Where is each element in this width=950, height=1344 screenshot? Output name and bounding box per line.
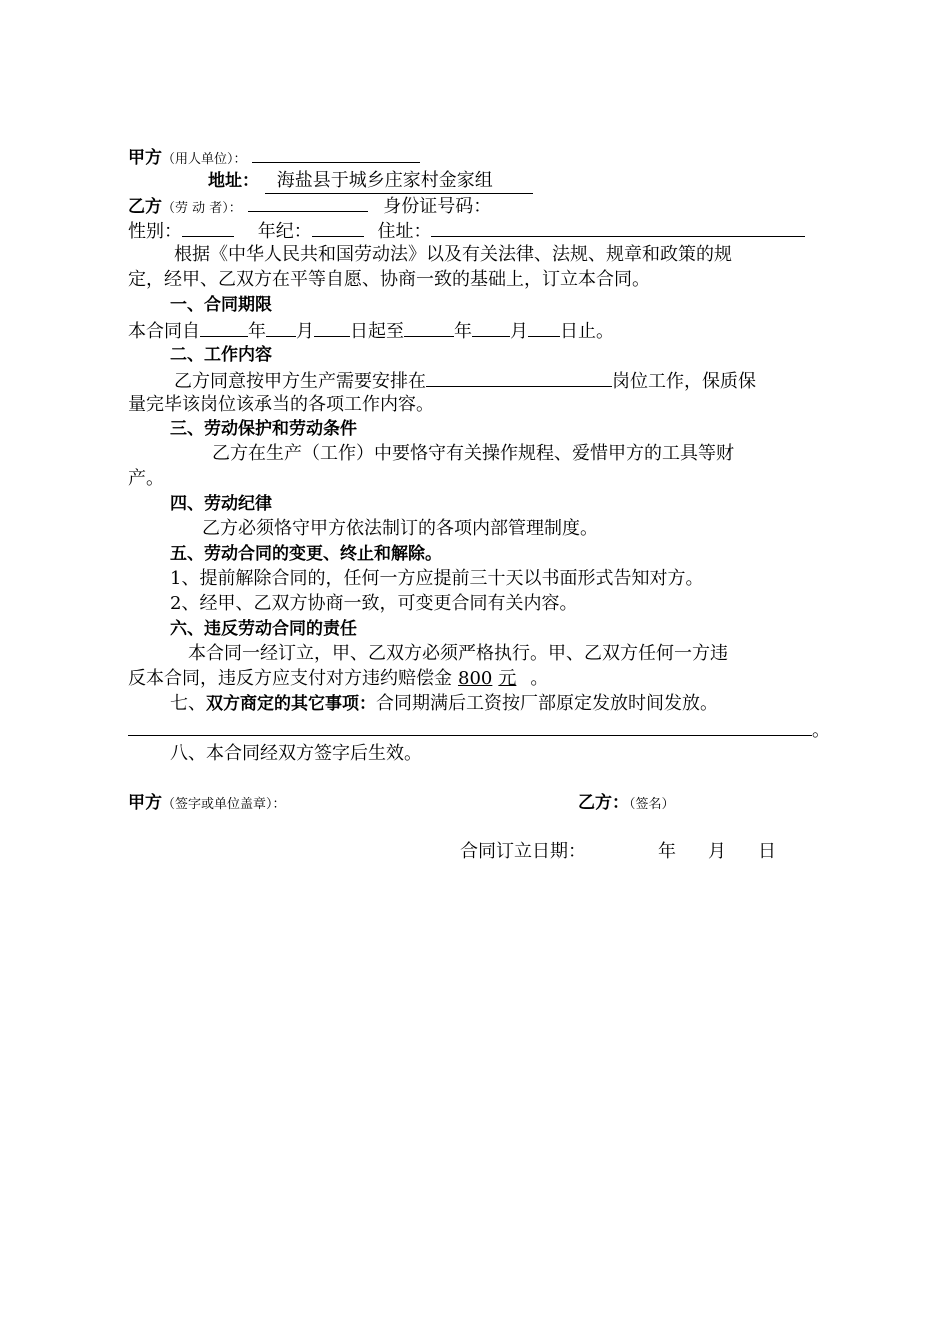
section-4-line-1: 乙方必须恪守甲方依法制订的各项内部管理制度。 [202,518,598,539]
section-6-line-1: 本合同一经订立，甲、乙双方必须严格执行。甲、乙双方任何一方违 [188,643,728,664]
penalty-amount: 800 [458,668,493,689]
end-day-blank[interactable] [528,318,560,337]
date-label: 合同订立日期： [460,841,586,862]
date-year: 年 [658,841,676,862]
section-8-line: 八、本合同经双方签字后生效。 [170,743,422,764]
party-a-signature [128,791,286,817]
start-year-label: 年 [248,321,266,342]
work-suffix: 岗位工作，保质保 [612,371,756,392]
party-b-sub: （劳 动 者）： [162,201,242,216]
age-label: 年纪： [257,221,312,242]
section-5-item-2: 2、经甲、乙双方协商一致，可变更合同有关内容。 [170,593,578,614]
term-start-prefix: 本合同自 [128,321,200,342]
signature-a-sub: （签字或单位盖章）： [162,797,286,812]
signature-b-sub: （签名） [629,797,675,812]
section-5-title: 五、劳动合同的变更、终止和解除。 [170,544,442,564]
section-7-content: 合同期满后工资按厂部原定发放时间发放。 [376,693,718,714]
section-6-line-2 [128,667,548,691]
start-day-blank[interactable] [314,318,350,337]
section-7-title: 双方商定的其它事项： [206,694,376,714]
section-1-body [128,318,614,344]
section-4-title: 四、劳动纪律 [170,494,272,514]
end-year-label: 年 [454,321,472,342]
other-matters-blank[interactable] [128,717,812,736]
penalty-unit: 元 [498,668,517,689]
section-2-line-1 [174,368,756,394]
address-value: 海盐县于城乡庄家村金家组 [276,170,493,191]
section-2-title: 二、工作内容 [170,345,272,365]
date-day: 日 [758,841,776,862]
address-line [208,169,533,194]
contract-date [460,840,776,864]
section-1-title: 一、合同期限 [170,295,272,315]
gender-blank[interactable] [182,218,234,237]
id-label: 身份证号码： [383,196,492,217]
section-3-line-1: 乙方在生产（工作）中要恪守有关操作规程、爱惜甲方的工具等财 [212,443,734,464]
start-year-blank[interactable] [200,318,248,337]
signature-a-label: 甲方 [128,793,162,813]
date-month: 月 [708,841,726,862]
penalty-prefix: 反本合同，违反方应支付对方违约赔偿金 [128,668,452,689]
section-7-extra-line [128,717,830,743]
info-line [128,218,805,244]
address-label: 地址： [208,171,259,191]
party-b-signature [578,791,675,817]
residence-blank[interactable] [431,218,805,237]
signature-b-label: 乙方： [578,793,629,813]
gender-label: 性别： [128,221,182,242]
party-a-label: 甲方 [128,148,162,168]
party-b-blank[interactable] [248,193,368,212]
start-month-label: 月 [296,321,314,342]
section-3-title: 三、劳动保护和劳动条件 [170,419,357,439]
end-month-label: 月 [510,321,528,342]
section-3-line-2: 产。 [128,468,164,489]
section-5-item-1: 1、提前解除合同的，任何一方应提前三十天以书面形式告知对方。 [170,568,704,589]
section-7-prefix: 七、 [170,693,206,714]
position-blank[interactable] [426,368,612,387]
section-6-title: 六、违反劳动合同的责任 [170,619,357,639]
party-b-line [128,193,491,221]
party-a-line [128,144,420,172]
intro-line-1: 根据《中华人民共和国劳动法》以及有关法律、法规、规章和政策的规 [174,244,732,265]
address-value-field[interactable] [265,169,533,194]
section-7-end: 。 [812,720,830,741]
work-prefix: 乙方同意按甲方生产需要安排在 [174,371,426,392]
intro-line-2: 定，经甲、乙双方在平等自愿、协商一致的基础上，订立本合同。 [128,269,650,290]
age-blank[interactable] [312,218,364,237]
start-day-label: 日起至 [350,321,404,342]
residence-label: 住址： [377,221,432,242]
party-a-sub: （用人单位）： [162,152,247,167]
party-a-blank[interactable] [252,144,420,163]
party-b-label: 乙方 [128,197,162,217]
section-2-line-2: 量完毕该岗位该承当的各项工作内容。 [128,394,434,415]
penalty-end: 。 [530,668,549,689]
end-day-label: 日止。 [560,321,614,342]
start-month-blank[interactable] [266,318,296,337]
end-year-blank[interactable] [404,318,454,337]
end-month-blank[interactable] [472,318,510,337]
section-7-line [170,692,718,716]
